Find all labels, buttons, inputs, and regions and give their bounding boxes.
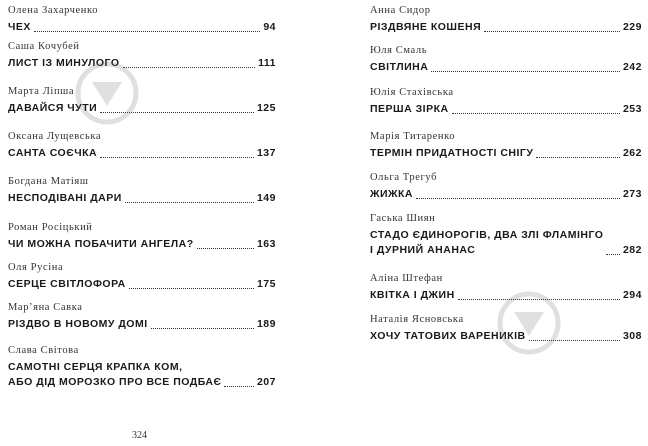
toc-title: ХОЧУ ТАТОВИХ ВАРЕНИКІВ <box>370 330 526 342</box>
toc-author: Марта Ліпша <box>8 86 75 97</box>
dot-leader <box>125 202 254 203</box>
toc-entry <box>370 45 642 75</box>
toc-title-row <box>8 56 276 71</box>
toc-author: Богдана Матіяш <box>8 176 89 187</box>
dot-leader <box>151 328 254 329</box>
dot-leader <box>129 288 254 289</box>
toc-entry <box>8 222 276 252</box>
toc-author: Саша Кочубей <box>8 41 80 52</box>
toc-title: СВІТЛИНА <box>370 61 429 73</box>
toc-author: Роман Росіцький <box>8 222 93 233</box>
toc-page-number: 229 <box>622 21 642 33</box>
toc-title-row <box>370 60 642 75</box>
toc-title-row <box>370 187 642 202</box>
toc-title-row <box>8 317 276 332</box>
toc-entry <box>8 176 276 206</box>
toc-title: САМОТНІ СЕРЦЯ КРАПКА КОМ, АБО ДІД МОРОЗКО ПРО ВСЕ ПОДБАЄ <box>8 361 222 388</box>
toc-title: ПЕРША ЗІРКА <box>370 103 449 115</box>
toc-author: Аліна Штефан <box>370 273 443 284</box>
toc-title-row <box>370 146 642 161</box>
toc-title: ЧЕХ <box>8 21 31 33</box>
toc-title-row <box>8 277 276 292</box>
toc-author: Юлія Стахівська <box>370 87 454 98</box>
toc-entry <box>370 213 642 258</box>
dot-leader <box>606 254 619 255</box>
toc-title: САНТА СОЄЧКА <box>8 147 98 159</box>
toc-entry <box>370 172 642 202</box>
page-number: 324 <box>132 430 147 441</box>
toc-author: Марія Титаренко <box>370 131 456 142</box>
toc-entry <box>370 5 642 35</box>
toc-page-number: 111 <box>258 57 276 69</box>
toc-title-row <box>8 237 276 252</box>
dot-leader <box>34 31 260 32</box>
toc-author: Слава Світова <box>8 345 79 356</box>
toc-entry <box>8 5 276 35</box>
toc-author: Ольга Трегуб <box>370 172 438 183</box>
toc-title: ЧИ МОЖНА ПОБАЧИТИ АНГЕЛА? <box>8 238 194 250</box>
toc-page-number: 242 <box>622 61 642 73</box>
toc-page-number: 273 <box>622 188 642 200</box>
dot-leader <box>224 386 254 387</box>
toc-entry <box>8 86 276 116</box>
toc-title: ТЕРМІН ПРИДАТНОСТІ СНІГУ <box>370 147 534 159</box>
toc-page-number: 149 <box>256 192 276 204</box>
toc-entry <box>8 345 276 390</box>
dot-leader <box>123 67 256 68</box>
toc-title-row <box>8 101 276 116</box>
toc-title: НЕСПОДІВАНІ ДАРИ <box>8 192 122 204</box>
toc-author: Гаська Шиян <box>370 213 436 224</box>
watermark-arrow-icon <box>496 290 562 361</box>
dot-leader <box>452 113 620 114</box>
toc-author: Наталія Ясновська <box>370 314 464 325</box>
dot-leader <box>197 248 254 249</box>
toc-title: ЖИЖКА <box>370 188 414 200</box>
toc-author: Оля Русіна <box>8 262 64 273</box>
toc-title: КВІТКА І ДЖИН <box>370 289 455 301</box>
toc-title-row <box>370 20 642 35</box>
toc-page-number: 262 <box>622 147 642 159</box>
watermark-arrow-icon <box>74 60 140 131</box>
toc-title: СТАДО ЄДИНОРОГІВ, ДВА ЗЛІ ФЛАМІНГО І ДУРНИЙ АНАНАС <box>370 229 604 256</box>
dot-leader <box>100 157 254 158</box>
toc-entry <box>370 87 642 117</box>
toc-page-number: 94 <box>263 21 276 33</box>
toc-title: РІЗДВО В НОВОМУ ДОМІ <box>8 318 148 330</box>
toc-title-row <box>8 20 276 35</box>
dot-leader <box>484 31 620 32</box>
toc-page-number: 163 <box>256 238 276 250</box>
toc-entry <box>8 131 276 161</box>
toc-author: Анна Сидор <box>370 5 431 16</box>
toc-title: ЛИСТ ІЗ МИНУЛОГО <box>8 57 120 69</box>
toc-author: Олена Захарченко <box>8 5 99 16</box>
toc-title: РІЗДВЯНЕ КОШЕНЯ <box>370 21 482 33</box>
toc-title-row <box>8 146 276 161</box>
toc-page-number: 308 <box>622 330 642 342</box>
toc-page-number: 294 <box>622 289 642 301</box>
toc-author: Юля Смаль <box>370 45 428 56</box>
toc-page-number: 207 <box>256 376 276 388</box>
toc-page-number: 175 <box>256 278 276 290</box>
toc-title: ДАВАЙСЯ ЧУТИ <box>8 102 98 114</box>
toc-page-number: 189 <box>256 318 276 330</box>
dot-leader <box>431 71 620 72</box>
toc-entry <box>8 302 276 332</box>
dot-leader <box>536 157 620 158</box>
toc-title: СЕРЦЕ СВІТЛОФОРА <box>8 278 126 290</box>
toc-title-row <box>8 191 276 206</box>
toc-page-number: 137 <box>256 147 276 159</box>
dot-leader <box>416 198 620 199</box>
toc-title-row <box>370 102 642 117</box>
toc-page-number: 253 <box>622 103 642 115</box>
toc-page-number: 125 <box>256 102 276 114</box>
toc-author: Мар’яна Савка <box>8 302 83 313</box>
toc-title-row <box>370 228 642 258</box>
toc-author: Оксана Лущевська <box>8 131 102 142</box>
toc-page-number: 282 <box>622 244 642 256</box>
toc-entry <box>8 41 276 71</box>
toc-entry <box>370 131 642 161</box>
toc-entry <box>8 262 276 292</box>
toc-title-row <box>8 360 276 390</box>
